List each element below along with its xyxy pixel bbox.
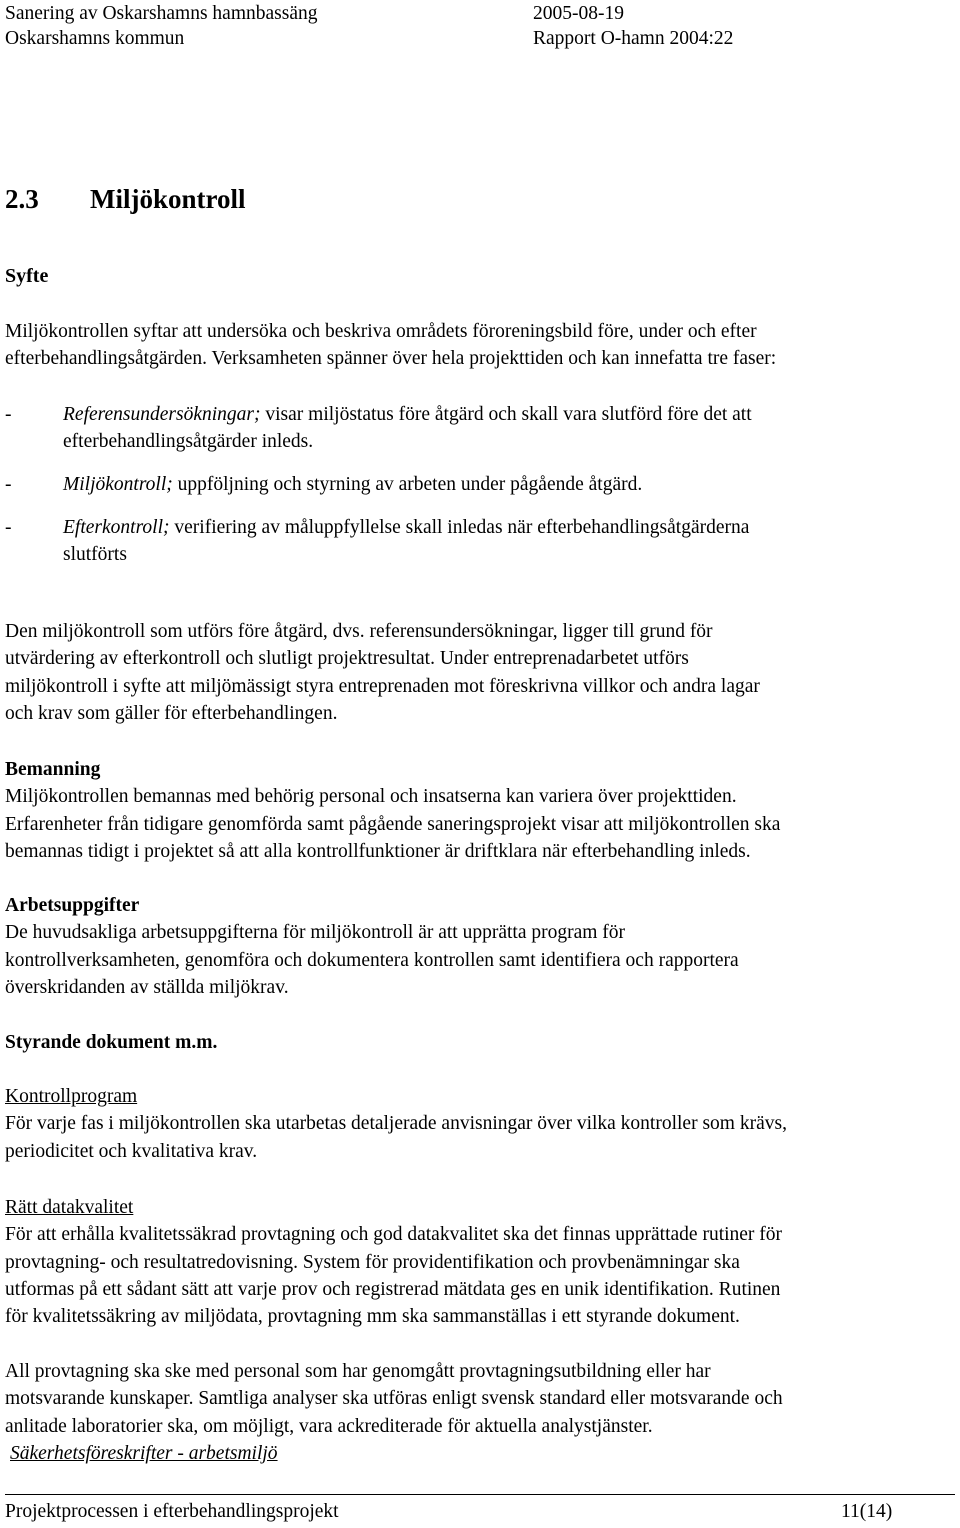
bullet-term: Miljökontroll;: [63, 474, 173, 495]
syfte-para2: [5, 618, 957, 727]
bemanning-heading: Bemanning: [5, 759, 101, 780]
provtagning-line: All provtagning ska ske med personal som har genomgått provtagningsutbildning eller har: [5, 1361, 711, 1382]
syfte-para2-line: utvärdering av efterkontroll och slutligt projektresultat. Under entreprenadarbetet utförs: [5, 648, 689, 670]
provtagning-paragraph: [5, 1358, 957, 1440]
provtagning-line: motsvarande kunskaper. Samtliga analyser ska utföras enligt svensk standard eller motsvarande och: [5, 1388, 783, 1410]
datakvalitet-line: för kvalitetssäkring av miljödata, provtagning mm ska sammanställas i ett styrande dokument.: [5, 1306, 740, 1328]
bemanning-section: [5, 756, 957, 865]
header-report: Rapport O-hamn 2004:22: [533, 28, 734, 49]
syfte-para2-line: Den miljökontroll som utförs före åtgärd, dvs. referensundersökningar, ligger till grund för: [5, 621, 713, 642]
footer-left: Projektprocessen i efterbehandlingsprojekt: [5, 1501, 339, 1522]
header-organization: Oskarshamns kommun: [5, 28, 185, 49]
header-title: Sanering av Oskarshamns hamnbassäng: [5, 3, 318, 24]
bullet-miljokontroll: [5, 471, 957, 499]
kontrollprogram-heading: Kontrollprogram: [5, 1086, 138, 1107]
footer-page-number: 11(14): [841, 1501, 893, 1522]
bullet-text: visar miljöstatus före åtgärd och skall vara slutförd före det att: [260, 404, 752, 425]
styrande-heading: Styrande dokument m.m.: [5, 1032, 218, 1053]
bullet-dash: -: [5, 474, 12, 495]
bullet-text: verifiering av måluppfyllelse skall inledas när efterbehandlingsåtgärderna: [169, 517, 750, 538]
section-number: 2.3: [5, 184, 39, 214]
bullet-term: Referensundersökningar;: [63, 404, 261, 425]
provtagning-line: anlitade laboratorier ska, om möjligt, vara ackrediterade för aktuella analystjänster.: [5, 1415, 653, 1437]
bullet-dash: -: [5, 404, 12, 425]
datakvalitet-section: [5, 1194, 957, 1330]
datakvalitet-line: utformas på ett sådant sätt att varje prov och registrerad mätdata ges en unik identifikation. Rutinen: [5, 1278, 781, 1300]
sakerhet-heading: Säkerhetsföreskrifter - arbetsmiljö: [10, 1443, 278, 1464]
bemanning-line: Miljökontrollen bemannas med behörig personal och insatserna kan variera över projekttiden.: [5, 786, 737, 808]
bullet-text-line2: efterbehandlingsåtgärder inleds.: [63, 431, 314, 453]
arbetsuppgifter-line: kontrollverksamheten, genomföra och dokumentera kontrollen samt identifiera och rapportera: [5, 949, 739, 971]
bullet-text-line2: slutförts: [63, 544, 127, 566]
bullet-text: uppföljning och styrning av arbeten under pågående åtgärd.: [172, 474, 643, 495]
datakvalitet-line: För att erhålla kvalitetssäkrad provtagning och god datakvalitet ska det finnas upprättade rutiner för: [5, 1224, 783, 1246]
footer-rule: [5, 1494, 955, 1495]
syfte-heading: Syfte: [5, 265, 49, 287]
datakvalitet-line: provtagning- och resultatredovisning. System för providentifikation och provbenämningar ska: [5, 1251, 740, 1273]
arbetsuppgifter-line: överskridanden av ställda miljökrav.: [5, 976, 289, 998]
section-title: Miljökontroll: [90, 184, 246, 214]
arbetsuppgifter-heading: Arbetsuppgifter: [5, 895, 140, 916]
syfte-para1: [5, 318, 957, 373]
bemanning-line: bemannas tidigt i projektet så att alla kontrollfunktioner är driftklara när efterbehandling inleds.: [5, 840, 751, 862]
bullet-efterkontroll: [5, 514, 957, 570]
syfte-para2-line: miljökontroll i syfte att miljömässigt styra entreprenaden mot föreskrivna villkor och andra lagar: [5, 675, 760, 697]
syfte-para1-line1: Miljökontrollen syftar att undersöka och beskriva områdets föroreningsbild före, under och efter: [5, 321, 757, 342]
syfte-para1-line2: efterbehandlingsåtgärden. Verksamheten spänner över hela projekttiden och kan innefatta tre faser:: [5, 348, 777, 370]
kontrollprogram-line: periodicitet och kvalitativa krav.: [5, 1140, 258, 1162]
arbetsuppgifter-line: De huvudsakliga arbetsuppgifterna för miljökontroll är att upprätta program för: [5, 922, 626, 944]
kontrollprogram-line: För varje fas i miljökontrollen ska utarbetas detaljerade anvisningar över vilka kontroller som krävs,: [5, 1113, 787, 1135]
datakvalitet-heading: Rätt datakvalitet: [5, 1197, 134, 1218]
bullet-term: Efterkontroll;: [63, 517, 170, 538]
kontrollprogram-section: [5, 1083, 957, 1165]
arbetsuppgifter-section: [5, 892, 957, 1001]
syfte-para2-line: och krav som gäller för efterbehandlingen.: [5, 702, 338, 724]
bullet-referens: [5, 401, 957, 457]
bemanning-line: Erfarenheter från tidigare genomförda samt pågående saneringsprojekt visar att miljökontrollen ska: [5, 813, 781, 835]
bullet-dash: -: [5, 517, 12, 538]
header-date: 2005-08-19: [533, 3, 624, 24]
